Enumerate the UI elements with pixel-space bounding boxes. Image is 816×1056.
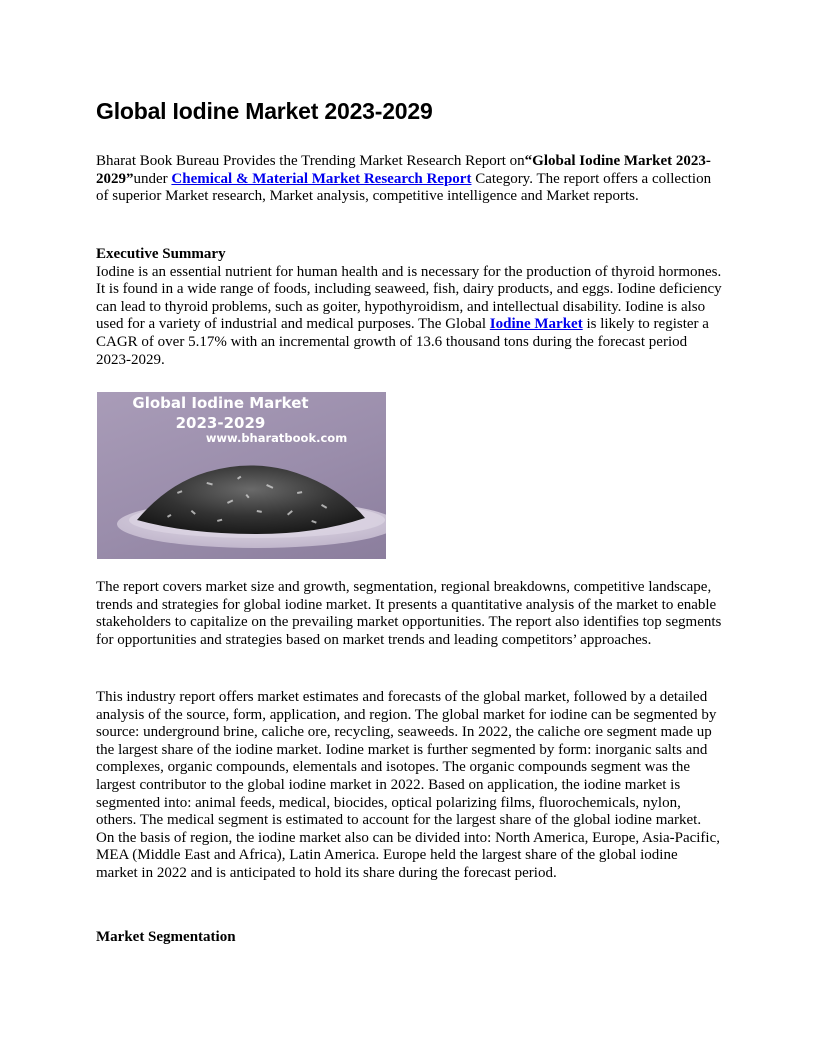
intro-text-2: under [133,170,172,187]
coverage-text: The report covers market size and growth, segmentation, regional breakdowns, competitive landscape, trends and strategies for global iodine market. It presents a quantitative analysis of the market to enable stakeholders to capitalize on the prevailing market opportunities. The report also identifies top segments for opportunities and strategies based on market trends and leading competitors’ approaches. [96,579,722,648]
figure-url: www.bharatbook.com [205,431,348,445]
intro-text-1: Bharat Book Bureau Provides the Trending Market Research Report on [96,153,525,169]
industry-paragraph [96,689,722,883]
executive-text-2: is likely to register a CAGR of over 5.17% with an incremental growth of 13.6 thousand tons during the forecast period 2023-2029. [96,316,709,368]
figure-title-line-2: 2023-2029 [175,414,266,432]
executive-summary-heading: Executive Summary [96,246,226,262]
report-cover-image [97,392,386,559]
intro-report-title: “Global Iodine Market 2023-2029” [96,153,711,187]
category-link[interactable]: Chemical & Material Market Research Report [171,170,472,187]
industry-text: This industry report offers market estimates and forecasts of the global market, followed by a detailed analysis of the source, form, application, and region. The global market for iodine can be segmented by source: underground brine, caliche ore, recycling, seaweeds. In 2022, the caliche ore segment made up the largest share of the iodine market. Iodine market is further segmented by form: inorganic salts and complexes, organic compounds, elementals and isotopes. The organic compounds segment was the largest contributor to the global iodine market in 2022. Based on application, the iodine market is segmented into: animal feeds, medical, biocides, optical polarizing films, fluorochemicals, nylon, others. The medical segment is estimated to account for the largest share of the global iodine market. On the basis of region, the iodine market also can be divided into: North America, Europe, Asia-Pacific, MEA (Middle East and Africa), Latin America. Europe held the largest share of the global iodine market in 2022 and is anticipated to hold its share during the forecast period. [96,689,720,881]
intro-text-3: Category. The report offers a collection of superior Market research, Market analysis, competitive intelligence and Market reports. [96,170,712,205]
coverage-paragraph [96,579,722,649]
executive-text-1: Iodine is an essential nutrient for human health and is necessary for the production of thyroid hormones. It is found in a wide range of foods, including seaweed, fish, dairy products, and eggs. Iodine deficiency can lead to thyroid problems, such as goiter, hypothyroidism, and intellectual disability. Iodine is also used for a variety of industrial and medical purposes. The Global [96,263,722,333]
executive-summary-section [96,246,722,369]
iodine-market-link[interactable]: Iodine Market [489,316,583,333]
page-title: Global Iodine Market 2023-2029 [96,98,433,124]
intro-paragraph [96,153,722,206]
figure-title [97,393,344,433]
market-segmentation-heading: Market Segmentation [96,929,236,945]
figure-title-line-1: Global Iodine Market [132,394,309,412]
market-segmentation-section [96,929,722,947]
